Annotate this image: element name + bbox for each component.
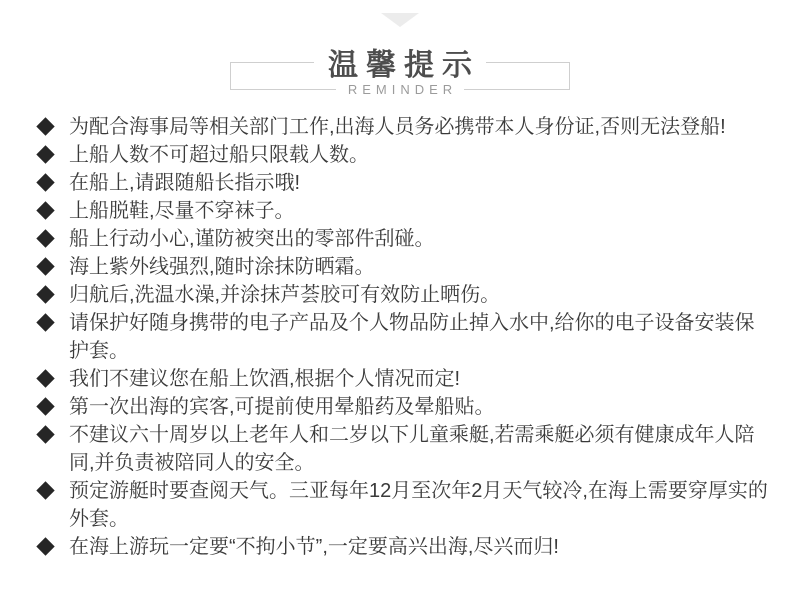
diamond-bullet-icon bbox=[36, 257, 54, 275]
diamond-bullet-icon bbox=[36, 397, 54, 415]
tip-text: 船上行动小心,谨防被突出的零部件刮碰。 bbox=[69, 228, 435, 250]
diamond-bullet-icon bbox=[36, 481, 54, 499]
tip-text: 海上紫外线强烈,随时涂抹防晒霜。 bbox=[69, 256, 375, 278]
header bbox=[230, 44, 570, 98]
tips-list bbox=[0, 113, 800, 561]
diamond-bullet-icon bbox=[36, 201, 54, 219]
reminder-notice-page bbox=[0, 13, 800, 596]
list-item bbox=[36, 393, 770, 421]
list-item bbox=[36, 421, 770, 477]
diamond-bullet-icon bbox=[36, 173, 54, 191]
divider-line bbox=[230, 62, 231, 89]
down-triangle-icon bbox=[381, 13, 419, 27]
list-item bbox=[36, 113, 770, 141]
tip-text: 上船脱鞋,尽量不穿袜子。 bbox=[69, 200, 295, 222]
page-title: 温馨提示 bbox=[328, 49, 480, 82]
list-item bbox=[36, 225, 770, 253]
diamond-bullet-icon bbox=[36, 313, 54, 331]
tip-text: 归航后,洗温水澡,并涂抹芦荟胶可有效防止晒伤。 bbox=[69, 284, 501, 306]
divider-line bbox=[486, 62, 570, 63]
subtitle-row bbox=[230, 80, 570, 98]
diamond-bullet-icon bbox=[36, 229, 54, 247]
divider-line bbox=[464, 89, 570, 90]
diamond-bullet-icon bbox=[36, 285, 54, 303]
list-item bbox=[36, 197, 770, 225]
tip-text: 我们不建议您在船上饮酒,根据个人情况而定! bbox=[69, 368, 461, 390]
tip-text: 在海上游玩一定要“不拘小节”,一定要高兴出海,尽兴而归! bbox=[69, 536, 559, 558]
list-item bbox=[36, 253, 770, 281]
tip-text: 为配合海事局等相关部门工作,出海人员务必携带本人身份证,否则无法登船! bbox=[69, 116, 726, 138]
tip-text: 预定游艇时要查阅天气。三亚每年12月至次年2月天气较冷,在海上需要穿厚实的外套。 bbox=[69, 480, 768, 530]
divider-line bbox=[230, 62, 314, 63]
list-item bbox=[36, 533, 770, 561]
list-item bbox=[36, 477, 770, 533]
diamond-bullet-icon bbox=[36, 369, 54, 387]
list-item bbox=[36, 365, 770, 393]
diamond-bullet-icon bbox=[36, 117, 54, 135]
tip-text: 第一次出海的宾客,可提前使用晕船药及晕船贴。 bbox=[69, 396, 495, 418]
list-item bbox=[36, 281, 770, 309]
page-subtitle: REMINDER bbox=[347, 81, 458, 97]
diamond-bullet-icon bbox=[36, 537, 54, 555]
list-item bbox=[36, 309, 770, 365]
tip-text: 请保护好随身携带的电子产品及个人物品防止掉入水中,给你的电子设备安装保护套。 bbox=[69, 312, 755, 362]
divider-line bbox=[230, 89, 336, 90]
diamond-bullet-icon bbox=[36, 145, 54, 163]
diamond-bullet-icon bbox=[36, 425, 54, 443]
tip-text: 在船上,请跟随船长指示哦! bbox=[69, 172, 301, 194]
tip-text: 上船人数不可超过船只限载人数。 bbox=[69, 144, 369, 166]
list-item bbox=[36, 141, 770, 169]
list-item bbox=[36, 169, 770, 197]
tip-text: 不建议六十周岁以上老年人和二岁以下儿童乘艇,若需乘艇必须有健康成年人陪同,并负责被陪同人的安全。 bbox=[69, 424, 755, 474]
title-row bbox=[230, 44, 570, 80]
divider-line bbox=[569, 62, 570, 89]
